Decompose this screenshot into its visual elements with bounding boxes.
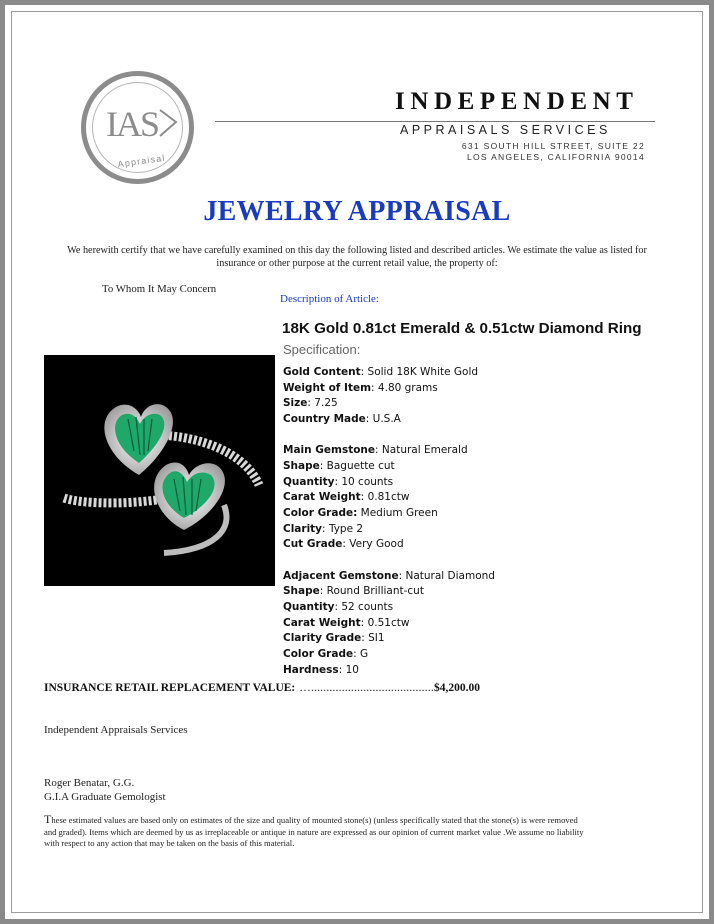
company-address-line2: LOS ANGELES, CALIFORNIA 90014 [466, 152, 645, 162]
insurance-value: $4,200.00 [433, 682, 480, 694]
ring-illustration [44, 355, 275, 586]
spec-main-cut: Cut Grade: Very Good [283, 538, 404, 551]
specifications [283, 365, 495, 678]
spec-size: Size: 7.25 [283, 397, 338, 410]
spec-main-clarity: Clarity: Type 2 [283, 522, 364, 535]
spec-main-quantity: Quantity: 10 counts [283, 475, 394, 488]
item-title: 18K Gold 0.81ct Emerald & 0.51ctw Diamond Ring [282, 320, 642, 337]
spec-weight: Weight of Item: 4.80 grams [283, 381, 438, 394]
logo-caption: Appraisal [116, 152, 167, 170]
spec-main-color: Color Grade: Medium Green [283, 507, 438, 519]
ias-logo [80, 70, 195, 185]
spec-main-gemstone: Main Gemstone: Natural Emerald [283, 444, 468, 457]
ring-photo [44, 355, 275, 586]
logo-monogram: IAS [105, 104, 159, 144]
spec-adjacent-quantity: Quantity: 52 counts [283, 600, 394, 613]
recipient: To Whom It May Concern [102, 283, 217, 295]
spec-adjacent-gemstone: Adjacent Gemstone: Natural Diamond [283, 569, 495, 582]
company-subtitle: APPRAISALS SERVICES [400, 123, 611, 137]
description-label: Description of Article: [280, 293, 379, 305]
spec-gold-content: Gold Content: Solid 18K White Gold [283, 366, 479, 378]
document-title: JEWELRY APPRAISAL [203, 196, 511, 227]
spec-adjacent-clarity: Clarity Grade: SI1 [283, 632, 385, 645]
insurance-dots: …........................................ [299, 682, 434, 694]
company-name: INDEPENDENT [395, 88, 639, 115]
disclaimer-text: hese estimated values are based only on estimates of the size and quality of mounted stone(s) (unless specifically stated that the stone(s) is were removed and graded). Items which are deemed by us as irreplaceable or antique in nature are expressed as our opinion of current market value .We assume no liability with respect to any action that may be taken on the basis of this material. [44, 815, 584, 848]
spec-country: Country Made: U.S.A [283, 413, 401, 426]
spec-adjacent-shape: Shape: Round Brilliant-cut [283, 585, 424, 598]
disclaimer [44, 814, 584, 850]
signer-name: Roger Benatar, G.G. [44, 777, 135, 789]
header-rule [215, 121, 655, 122]
company-address-line1: 631 SOUTH HILL STREET, SUITE 22 [461, 141, 645, 151]
spec-adjacent-carat: Carat Weight: 0.51ctw [283, 616, 410, 629]
signer-title: G.I.A Graduate Gemologist [44, 791, 166, 803]
insurance-label: INSURANCE RETAIL REPLACEMENT VALUE: [44, 682, 296, 694]
spec-main-carat: Carat Weight: 0.81ctw [283, 491, 410, 504]
signature-company: Independent Appraisals Services [44, 724, 188, 736]
spec-main-shape: Shape: Baguette cut [283, 459, 395, 472]
certification-text: We herewith certify that we have carefully examined on this day the following listed and described articles. We estimate the value as listed for insurance or other purpose at the current retail value, the property of: [67, 245, 647, 269]
insurance-value-line [44, 682, 480, 694]
disclaimer-initial: T [44, 812, 52, 826]
specification-label: Specification: [283, 342, 361, 357]
signer-block [44, 776, 166, 804]
spec-adjacent-hardness: Hardness: 10 [283, 663, 359, 676]
spec-adjacent-color: Color Grade: G [283, 648, 369, 660]
company-header [395, 88, 655, 162]
